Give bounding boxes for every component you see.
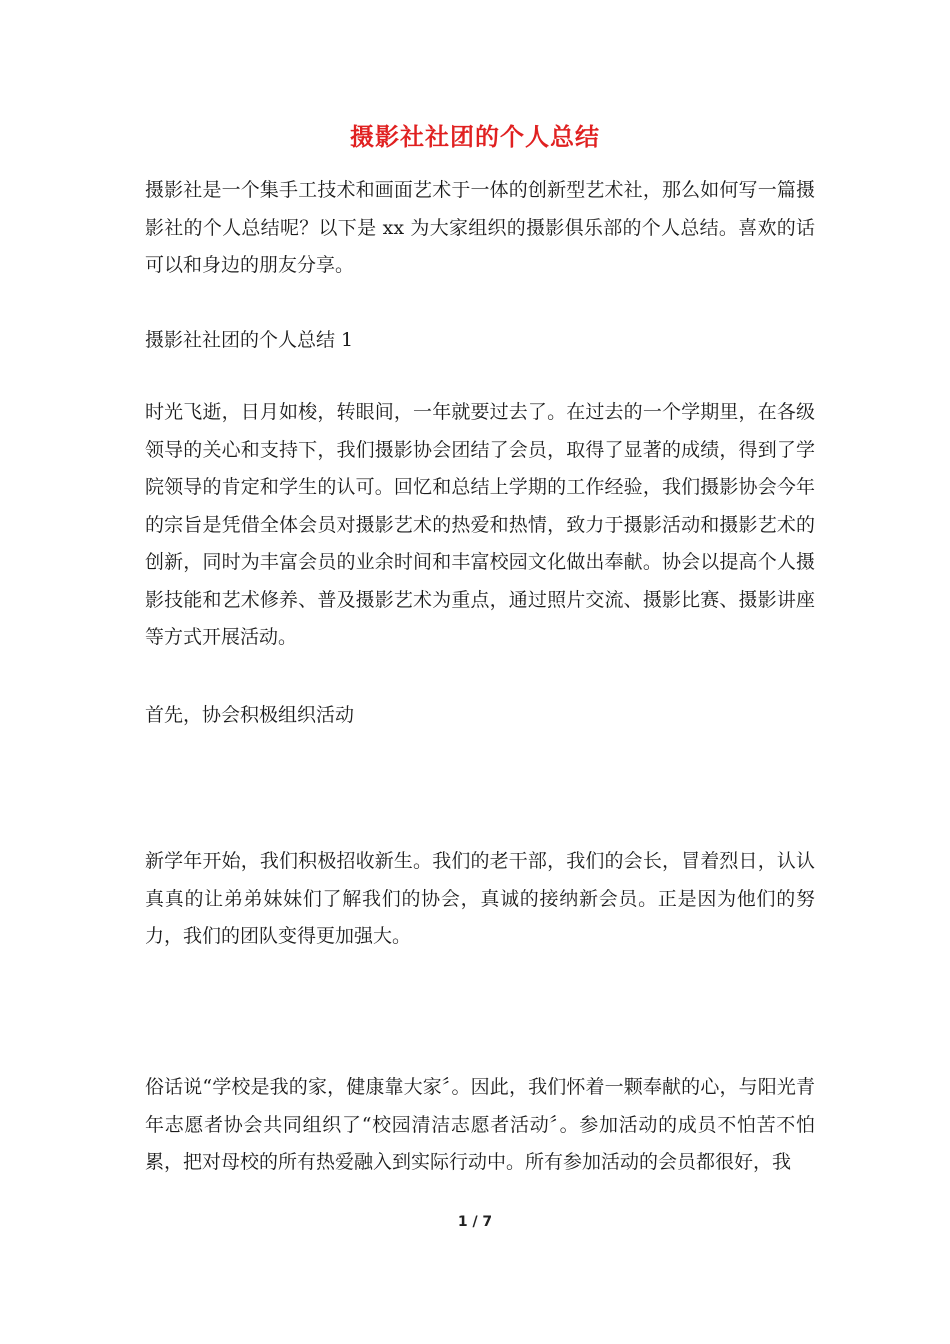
page-number: 1 / 7 <box>457 1214 493 1230</box>
body-paragraph: 时光飞逝，日月如梭，转眼间，一年就要过去了。在过去的一个学期里，在各级领导的关心和支持下，我们摄影协会团结了会员，取得了显著的成绩，得到了学院领导的肯定和学生的认可。回忆和总结上学期的工作经验，我们摄影协会今年的宗旨是凭借全体会员对摄影艺术的热爱和热情，致力于摄影活动和摄影艺术的创新，同时为丰富会员的业余时间和丰富校园文化做出奉献。协会以提高个人摄影技能和艺术修养、普及摄影艺术为重点，通过照片交流、摄影比赛、摄影讲座等方式开展活动。 <box>145 401 815 648</box>
intro-paragraph: 摄影社是一个集手工技术和画面艺术于一体的创新型艺术社，那么如何写一篇摄影社的个人总结呢？以下是 xx 为大家组织的摄影俱乐部的个人总结。喜欢的话可以和身边的朋友分享。 <box>145 179 815 276</box>
body-paragraph: 新学年开始，我们积极招收新生。我们的老干部，我们的会长，冒着烈日，认认真真的让弟弟妹妹们了解我们的协会，真诚的接纳新会员。正是因为他们的努力，我们的团队变得更加强大。 <box>145 850 815 947</box>
body-paragraph: 俗话说“学校是我的家，健康靠大家〞。因此，我们怀着一颗奉献的心，与阳光青年志愿者协会共同组织了“校园清洁志愿者活动〞。参加活动的成员不怕苦不怕累，把对母校的所有热爱融入到实际行动中。所有参加活动的会员都很好，我 <box>145 1076 815 1173</box>
section-heading: 摄影社社团的个人总结 1 <box>145 329 354 351</box>
document-title: 摄影社社团的个人总结 <box>350 122 600 151</box>
subheading: 首先，协会积极组织活动 <box>145 704 355 726</box>
